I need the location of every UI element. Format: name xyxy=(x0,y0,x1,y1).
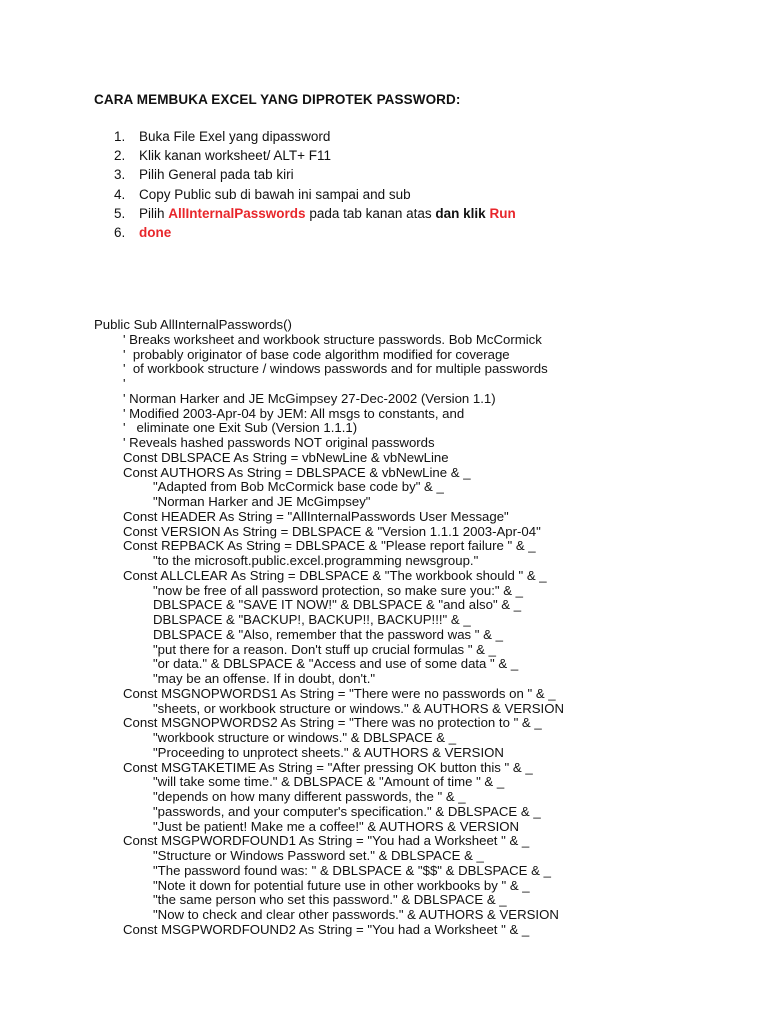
step-number: 4. xyxy=(114,186,126,202)
code-line: Const VERSION As String = DBLSPACE & "Version 1.1.1 2003-Apr-04" xyxy=(123,523,541,539)
code-line: ' xyxy=(123,376,126,391)
step-text: Buka File Exel yang dipassword xyxy=(139,129,331,144)
step-text: Copy Public sub di bawah ini sampai and sub xyxy=(139,186,411,202)
step-item xyxy=(114,204,516,223)
code-line: DBLSPACE & "Also, remember that the password was " & _ xyxy=(153,626,503,642)
code-listing xyxy=(94,318,564,938)
code-line: "may be an offense. If in doubt, don't." xyxy=(153,671,376,686)
step-item xyxy=(114,185,516,204)
code-line: Const AUTHORS As String = DBLSPACE & vbNewLine & _ xyxy=(123,464,471,480)
step-text: AllInternalPasswords xyxy=(168,205,306,221)
step-number: 5. xyxy=(114,205,126,221)
code-line: "Norman Harker and JE McGimpsey" xyxy=(153,494,371,509)
step-number: 1. xyxy=(114,129,126,144)
step-item xyxy=(114,146,516,165)
step-item xyxy=(114,223,516,242)
code-line: "the same person who set this password." & DBLSPACE & _ xyxy=(153,892,507,908)
code-line: "passwords, and your computer's specification." & DBLSPACE & _ xyxy=(153,803,541,819)
code-line: Const MSGNOPWORDS1 As String = "There were no passwords on " & _ xyxy=(123,685,556,701)
code-line: Const MSGTAKETIME As String = "After pressing OK button this " & _ xyxy=(123,759,533,775)
code-line: ' probably originator of base code algorithm modified for coverage xyxy=(123,346,510,362)
step-text: pada tab kanan atas xyxy=(305,205,436,221)
code-line: Const MSGPWORDFOUND1 As String = "You had a Worksheet " & _ xyxy=(123,833,530,849)
code-line: ' Modified 2003-Apr-04 by JEM: All msgs to constants, and xyxy=(123,405,465,421)
code-line: ' Breaks worksheet and workbook structure passwords. Bob McCormick xyxy=(123,331,542,347)
code-line: DBLSPACE & "SAVE IT NOW!" & DBLSPACE & "and also" & _ xyxy=(153,597,522,613)
code-line: "Note it down for potential future use in other workbooks by " & _ xyxy=(153,877,530,893)
step-text: Klik kanan worksheet/ ALT+ F11 xyxy=(139,148,331,164)
code-line: Const HEADER As String = "AllInternalPasswords User Message" xyxy=(123,508,509,524)
code-line: ' of workbook structure / windows passwords and for multiple passwords xyxy=(123,361,548,377)
code-line: "Just be patient! Make me a coffee!" & AUTHORS & VERSION xyxy=(153,818,520,834)
code-line: "Adapted from Bob McCormick base code by" & _ xyxy=(153,479,444,495)
code-line: Const DBLSPACE As String = vbNewLine & vbNewLine xyxy=(123,449,449,465)
step-number: 2. xyxy=(114,148,126,164)
code-line: ' Reveals hashed passwords NOT original passwords xyxy=(123,435,435,450)
code-line: "put there for a reason. Don't stuff up crucial formulas " & _ xyxy=(153,641,496,657)
code-line: Const ALLCLEAR As String = DBLSPACE & "The workbook should " & _ xyxy=(123,567,547,583)
code-line: "to the microsoft.public.excel.programming newsgroup." xyxy=(153,553,479,568)
code-line: "Structure or Windows Password set." & DBLSPACE & _ xyxy=(153,848,484,863)
step-text: Run xyxy=(489,205,516,221)
code-line: DBLSPACE & "BACKUP!, BACKUP!!, BACKUP!!!" & _ xyxy=(153,612,471,627)
code-line: "depends on how many different passwords, the " & _ xyxy=(153,789,466,804)
code-line: ' Norman Harker and JE McGimpsey 27-Dec-2002 (Version 1.1) xyxy=(123,390,496,406)
step-text: Pilih xyxy=(139,205,169,221)
code-line: "sheets, or workbook structure or windows." & AUTHORS & VERSION xyxy=(153,700,564,716)
step-text: Pilih General pada tab kiri xyxy=(139,167,294,183)
code-line: "or data." & DBLSPACE & "Access and use of some data " & _ xyxy=(153,656,519,672)
code-line: "now be free of all password protection, so make sure you:" & _ xyxy=(153,582,524,598)
code-line: "Proceeding to unprotect sheets." & AUTHORS & VERSION xyxy=(153,744,504,760)
code-line: Const MSGNOPWORDS2 As String = "There was no protection to " & _ xyxy=(123,715,542,731)
step-number: 3. xyxy=(114,167,126,183)
code-line: "will take some time." & DBLSPACE & "Amount of time " & _ xyxy=(153,774,505,790)
step-text: dan klik xyxy=(435,205,490,221)
step-number: 6. xyxy=(114,224,126,240)
steps-list xyxy=(114,127,516,242)
code-line: "Now to check and clear other passwords." & AUTHORS & VERSION xyxy=(153,907,559,922)
code-line: "workbook structure or windows." & DBLSPACE & _ xyxy=(153,730,457,745)
code-line: Const REPBACK As String = DBLSPACE & "Please report failure " & _ xyxy=(123,538,536,554)
code-line: Public Sub AllInternalPasswords() xyxy=(94,317,292,332)
code-line: Const MSGPWORDFOUND2 As String = "You had a Worksheet " & _ xyxy=(123,921,530,937)
document-title: CARA MEMBUKA EXCEL YANG DIPROTEK PASSWORD: xyxy=(94,92,461,107)
step-text: done xyxy=(139,224,172,240)
step-item xyxy=(114,127,516,146)
code-line: ' eliminate one Exit Sub (Version 1.1.1) xyxy=(123,420,358,436)
step-item xyxy=(114,165,516,184)
code-line: "The password found was: " & DBLSPACE & "$$" & DBLSPACE & _ xyxy=(153,862,551,878)
